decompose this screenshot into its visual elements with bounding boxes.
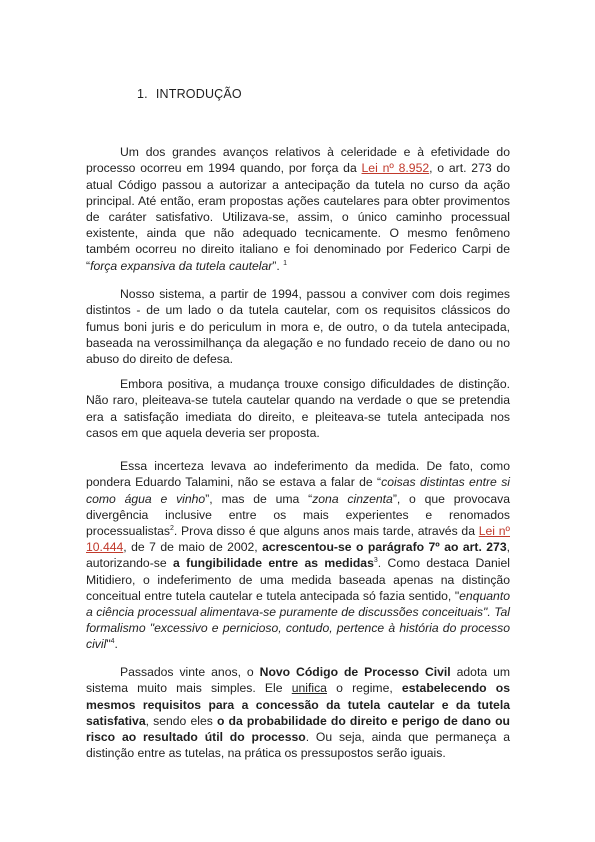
footnote-ref-1[interactable]: 1 bbox=[283, 259, 288, 267]
p1-text: ”. bbox=[272, 258, 280, 273]
heading-number: 1. bbox=[137, 87, 148, 101]
p5-underline: unifica bbox=[291, 681, 327, 696]
p4-text: ”, o que provocava divergência inclusive entre os mais experientes e renomados processualistas bbox=[86, 491, 510, 538]
paragraph-4 bbox=[86, 458, 510, 652]
p4-italic: coisas distintas entre si como água e vinho bbox=[86, 475, 510, 506]
p5-bold: o da probabilidade do direito e perigo de dano ou risco ao resultado útil do processo bbox=[86, 713, 511, 744]
p4-text: . Prova disso é que alguns anos mais tarde, através da bbox=[173, 524, 479, 538]
p4-text: , de 7 de maio de 2002, bbox=[123, 540, 263, 555]
footnote-ref-4[interactable]: 4 bbox=[110, 638, 115, 646]
p4-text: Essa incerteza levava ao indeferimento da medida. De fato, como pondera Eduardo Talamini, não se estava a falar de “ bbox=[86, 459, 510, 490]
footnote-ref-3[interactable]: 3 bbox=[373, 557, 378, 565]
p5-bold: estabelecendo os mesmos requisitos para a concessão da tutela cautelar e da tutela satisfativa bbox=[86, 681, 510, 728]
p5-text: , sendo eles bbox=[145, 713, 217, 728]
p1-text: , o art. 273 do atual Código passou a autorizar a antecipação da tutela no curso da ação principal. Até então, eram propostas ações cautelares para obter provimentos de caráter satisfativo. Utilizava-se, assim, o único caminho processual existente, ainda que não adequado tecnicamente. O mesmo fenômeno também ocorreu no direito italiano e foi denominado por Federico Carpi de “ bbox=[86, 161, 510, 273]
paragraph-3: Embora positiva, a mudança trouxe consigo dificuldades de distinção. Não raro, pleiteava-se tutela cautelar quando na verdade o que se pretendia era a satisfação imediata do direito, e pleiteava-se tutela antecipada nos casos em que aquela deveria ser proposta. bbox=[86, 377, 510, 440]
footnote-ref-2[interactable]: 2 bbox=[170, 524, 174, 532]
p5-bold: Novo Código de Processo Civil bbox=[259, 665, 451, 680]
p5-text: Passados vinte anos, o bbox=[120, 665, 260, 680]
link-lei-8952[interactable]: Lei nº 8.952 bbox=[361, 161, 430, 176]
p4-italic: zona cinzenta bbox=[312, 491, 393, 506]
p1-text: Um dos grandes avanços relativos à celeridade e à efetividade do processo ocorreu em 1994 quando, por força da bbox=[86, 145, 510, 176]
p1-italic: força expansiva da tutela cautelar bbox=[90, 258, 273, 273]
p4-text: ”, mas de uma “ bbox=[205, 491, 313, 506]
p5-text: . Ou seja, ainda que permaneça a distinção entre as tutelas, na prática os pressupostos serão iguais. bbox=[86, 730, 510, 761]
p4-text: . Como destaca Daniel Mitidiero, o indeferimento de uma medida baseada apenas na distinção conceitual entre tutela cautelar e tutela antecipada só fazia sentido, " bbox=[86, 556, 511, 603]
p4-bold: a fungibilidade entre as medidas bbox=[173, 556, 374, 571]
paragraph-1 bbox=[86, 144, 510, 274]
p4-italic: enquanto a ciência processual alimentava-se puramente de discussões conceituais". Tal formalismo "excessivo e pernicioso, contudo, pertence à história do processo civil bbox=[86, 588, 510, 652]
p4-bold: acrescentou-se o parágrafo 7º ao art. 273 bbox=[262, 540, 507, 555]
p4-text: . bbox=[114, 637, 118, 652]
section-heading bbox=[137, 86, 242, 102]
paragraph-5 bbox=[86, 664, 510, 761]
p5-text: adota um sistema muito mais simples. Ele bbox=[86, 665, 511, 696]
link-lei-10444[interactable]: Lei nº 10.444 bbox=[86, 524, 510, 555]
p4-text: " bbox=[106, 637, 111, 652]
heading-title: INTRODUÇÃO bbox=[155, 87, 242, 101]
p5-text: o regime, bbox=[326, 681, 402, 696]
p4-text: , autorizando-se bbox=[86, 540, 510, 571]
paragraph-2: Nosso sistema, a partir de 1994, passou a conviver com dois regimes distintos - de um lado o da tutela cautelar, com os requisitos clássicos do fumus boni juris e do periculum in mora e, de outro, o da tutela antecipada, baseada na verossimilhança da alegação e no fundado receio de dano ou no abuso do direito de defesa. bbox=[86, 287, 510, 366]
